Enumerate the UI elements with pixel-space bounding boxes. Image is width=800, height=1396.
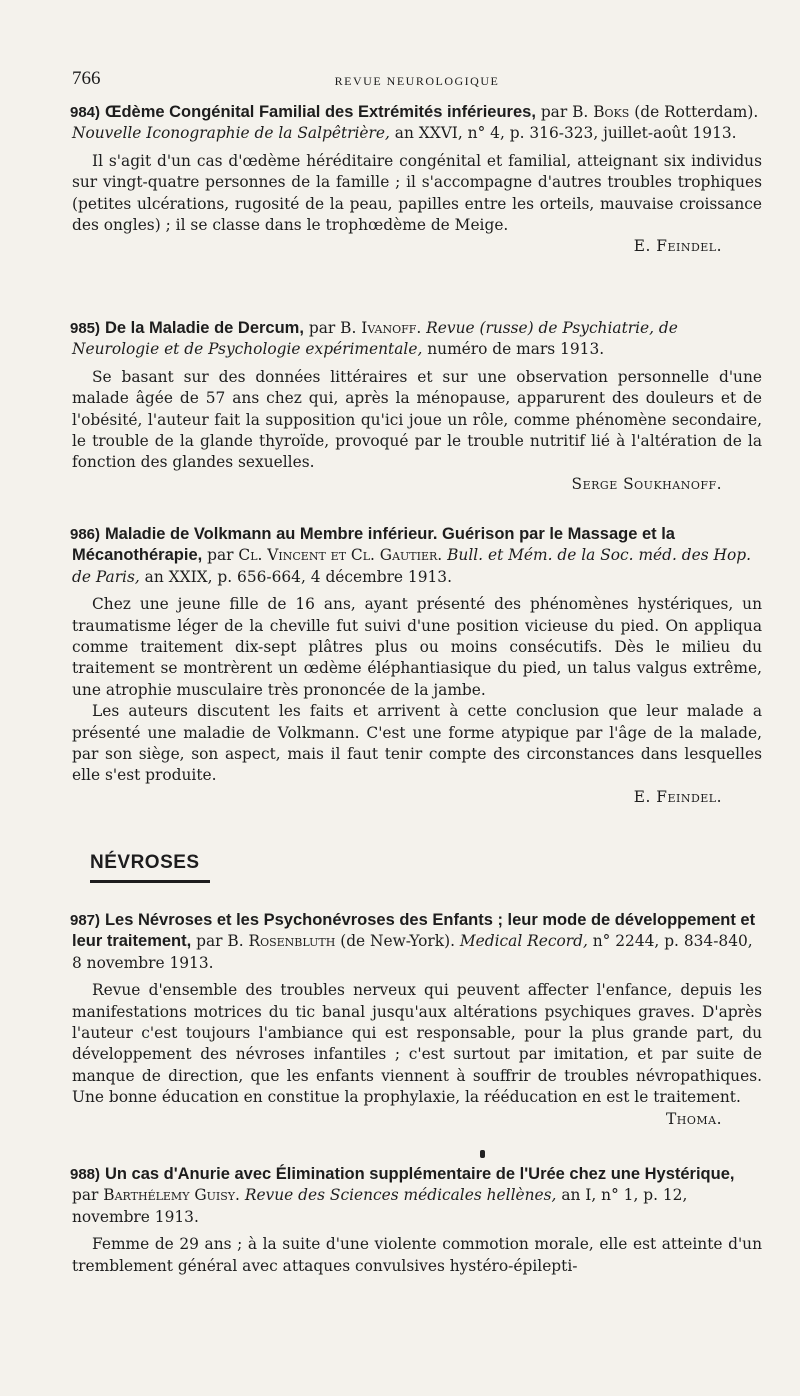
article-title: Maladie de Volkmann au Membre inférieur. Guérison par le Massage et la Mécanothérapie, [72, 525, 675, 565]
signature: Thoma. [666, 1109, 722, 1128]
by-word: par [196, 932, 223, 951]
article-title: Un cas d'Anurie avec Élimination supplémentaire de l'Urée chez une Hystérique, [104, 1165, 735, 1183]
article-number: 987) [70, 912, 101, 929]
publication-info: an XXVI, n° 4, p. 316-323, juillet-août 1913. [394, 124, 737, 143]
article-title: De la Maladie de Dercum, [104, 319, 304, 337]
reference [72, 910, 762, 974]
article-986 [72, 524, 762, 808]
article-985 [72, 318, 762, 495]
publication-info: n° 2244, p. 834-840, 8 novembre 1913. [72, 932, 753, 972]
reference [72, 524, 762, 588]
page-number: 766 [72, 68, 101, 89]
paragraph: Chez une jeune fille de 16 ans, ayant présenté des phénomènes hystériques, un traumatisme léger de la cheville fut suivi d'une position vicieuse du pied. On appliqua comme traitement dix-sept plâtres plus ou moins consécutifs. Dès le milieu du traitement se montrèrent un œdème éléphantiasique du pied, un talus valgus extrême, une atrophie musculaire très prononcée de la jambe. [72, 595, 762, 699]
article-number: 984) [70, 104, 101, 121]
publication-info: an XXIX, p. 656-664, 4 décembre 1913. [144, 567, 452, 586]
abstract [72, 151, 762, 258]
article-title: Les Névroses et les Psychonévroses des Enfants ; leur mode de développement et leur traitement, [72, 911, 756, 951]
author-place: (de Rotterdam). [634, 103, 759, 121]
article-number: 985) [70, 320, 101, 337]
journal: Nouvelle Iconographie de la Salpêtrière, [72, 124, 390, 143]
by-word: par [207, 546, 234, 565]
ink-speck [480, 1150, 485, 1158]
authors: B. Ivanoff. [340, 319, 422, 337]
article-988 [72, 1164, 762, 1277]
journal: Medical Record, [459, 932, 588, 951]
signature: E. Feindel. [633, 787, 722, 806]
paragraph: Les auteurs discutent les faits et arrivent à cette conclusion que leur malade a présenté une maladie de Volkmann. C'est une forme atypique par l'âge de la malade, par son siège, son aspect, mais il faut tenir compte des circonstances dans lesquelles elle s'est produite. [72, 702, 762, 785]
running-title: REVUE NEUROLOGIQUE [334, 74, 500, 88]
authors: B. Boks [572, 103, 630, 121]
authors: Cl. Vincent et Cl. Gautier. [238, 546, 443, 565]
authors: Barthélemy Guisy. [103, 1186, 240, 1205]
publication-info: numéro de mars 1913. [427, 340, 605, 359]
by-word: par [540, 103, 568, 121]
page-header [72, 68, 762, 98]
reference [72, 318, 762, 361]
authors: B. Rosenbluth [227, 932, 336, 951]
reference [72, 102, 762, 145]
section-underline [90, 880, 210, 883]
author-place: (de New-York). [340, 932, 455, 951]
by-word: par [308, 319, 336, 337]
paragraph: Se basant sur des données littéraires et sur une observation personnelle d'une malade âgée de 57 ans chez qui, après la ménopause, apparurent des douleurs et de l'obésité, l'auteur fait la supposition qu'ici joue un rôle, comme phénomène secondaire, le trouble de la glande thyroïde, provoqué par le trouble nutritif lié à l'altération de la fonction des glandes sexuelles. [72, 367, 762, 472]
abstract [72, 980, 762, 1130]
journal: Bull. et Mém. de la Soc. méd. des Hop. de Paris, [72, 546, 751, 586]
article-984 [72, 102, 762, 258]
publication-info: an I, n° 1, p. 12, novembre 1913. [72, 1186, 688, 1226]
paragraph: Revue d'ensemble des troubles nerveux qui peuvent affecter l'enfance, depuis les manifestations motrices du tic banal jusqu'aux altérations psychiques graves. D'après l'auteur c'est toujours l'ambiance qui est responsable, pour la plus grande part, du développement des névroses infantiles ; c'est surtout par imitation, et par suite de manque de direction, que les enfants viennent à souffrir de troubles névropathiques. Une bonne éducation en constitue la prophylaxie, la rééducation en est le traitement. [72, 981, 762, 1107]
reference [72, 1164, 762, 1228]
paragraph: Femme de 29 ans ; à la suite d'une violente commotion morale, elle est atteinte d'un tremblement général avec attaques convulsives hystéro-épilepti- [72, 1235, 762, 1275]
article-number: 986) [70, 526, 101, 543]
article-987 [72, 910, 762, 1130]
abstract [72, 594, 762, 808]
signature: E. Feindel. [633, 237, 722, 256]
journal: Revue des Sciences médicales hellènes, [244, 1186, 557, 1205]
paragraph: Il s'agit d'un cas d'œdème héréditaire congénital et familial, atteignant six individus sur vingt-quatre personnes de la famille ; il s'accompagne d'autres troubles trophiques (petites ulcérations, rugosité de la peau, papilles entre les orteils, mauvaise croissance des ongles) ; il se classe dans le trophœdème de Meige. [72, 151, 762, 235]
signature: Serge Soukhanoff. [571, 474, 722, 493]
journal: Revue (russe) de Psychiatrie, de Neurologie et de Psychologie expérimentale, [72, 319, 678, 359]
article-number: 988) [70, 1166, 101, 1183]
article-title: Œdème Congénital Familial des Extrémités inférieures, [104, 103, 536, 121]
section-heading: NÉVROSES [90, 852, 200, 873]
abstract [72, 1234, 762, 1277]
abstract [72, 367, 762, 495]
by-word: par [72, 1186, 99, 1205]
